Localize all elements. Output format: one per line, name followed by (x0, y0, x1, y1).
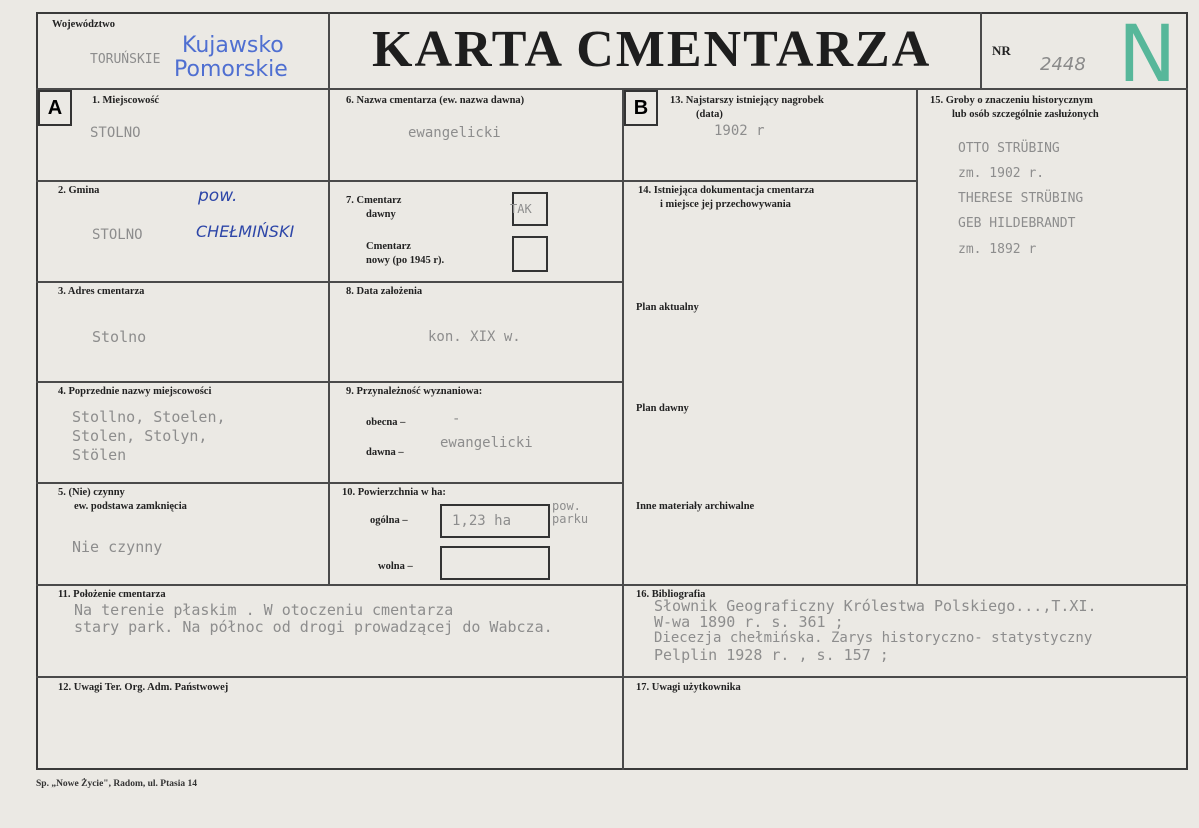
field-2-hand-line1: pow. (198, 186, 238, 206)
field-10-total-label: ogólna – (370, 515, 408, 526)
rule-v-ab (622, 88, 624, 770)
field-6-value: ewangelicki (408, 125, 501, 141)
field-9-former-value: ewangelicki (440, 435, 533, 451)
field-15-line5: zm. 1892 r (958, 242, 1037, 257)
field-5-label-line2: ew. podstawa zamknięcia (74, 501, 187, 512)
rule-v-header2 (980, 12, 982, 88)
rule-v-a-mid (328, 88, 330, 584)
field-7-label2-line1: Cmentarz (366, 241, 411, 252)
rule-v-b-mid (916, 88, 918, 584)
field-15-label-line1: 15. Groby o znaczeniu historycznym (930, 95, 1093, 106)
field-9-current-value: - (452, 411, 461, 427)
field-17-label: 17. Uwagi użytkownika (636, 682, 741, 693)
voivodeship-typed: TORUŃSKIE (90, 52, 161, 67)
rule-row1 (36, 180, 624, 182)
field-11-line2: stary park. Na północ od drogi prowadzącej do Wabcza. (74, 618, 553, 636)
rule-row2 (36, 281, 624, 283)
field-14-label-line1: 14. Istniejąca dokumentacja cmentarza (638, 185, 815, 196)
section-a-box (38, 90, 72, 126)
field-8-value: kon. XIX w. (428, 329, 521, 345)
field-5-label-line1: 5. (Nie) czynny (58, 487, 125, 498)
field-2-label: 2. Gmina (58, 185, 100, 196)
field-12-label: 12. Uwagi Ter. Org. Adm. Państwowej (58, 682, 229, 693)
rule-header (36, 88, 1188, 90)
field-15-line3: THERESE STRÜBING (958, 191, 1084, 206)
field-14-label-line2: i miejsce jej przechowywania (660, 199, 791, 210)
field-10-label: 10. Powierzchnia w ha: (342, 487, 446, 498)
field-10-total-box[interactable] (440, 504, 550, 538)
field-16-line1: Słownik Geograficzny Królestwa Polskiego...,T.XI. (654, 597, 1097, 615)
section-a-letter: A (47, 97, 63, 119)
field-4-line3: Stölen (72, 446, 127, 464)
field-2-value: STOLNO (92, 227, 143, 243)
field-7-label2-line2: nowy (po 1945 r). (366, 255, 445, 266)
card-title: KARTA CMENTARZA (372, 21, 932, 78)
field-3-label: 3. Adres cmentarza (58, 286, 145, 297)
field-7-label1-line1: 7. Cmentarz (346, 195, 402, 206)
rule-row3 (36, 381, 624, 383)
field-16-line3: Diecezja chełmińska. Zarys historyczno- statystyczny (654, 630, 1093, 646)
field-10-note-line1: pow. (552, 499, 581, 513)
field-10-free-label: wolna – (378, 561, 413, 572)
field-11-line1: Na terenie płaskim . W otoczeniu cmentarza (74, 601, 454, 619)
field-13-label-line2: (data) (696, 109, 723, 120)
corner-mark: N (1118, 10, 1177, 100)
plan-former-label: Plan dawny (636, 403, 689, 414)
section-b-box (624, 90, 658, 126)
field-2-hand-line2: CHEŁMIŃSKI (196, 222, 295, 241)
field-8-label: 8. Data założenia (346, 286, 423, 297)
field-1-label: 1. Miejscowość (92, 95, 160, 106)
printer-imprint: Sp. „Nowe Życie", Radom, ul. Ptasia 14 (36, 779, 197, 789)
field-9-former-label: dawna – (366, 447, 404, 458)
field-15-line1: OTTO STRÜBING (958, 141, 1060, 156)
field-16-label: 16. Bibliografia (636, 589, 706, 600)
field-15-line4: GEB HILDEBRANDT (958, 216, 1076, 231)
field-4-label: 4. Poprzednie nazwy miejscowości (58, 386, 212, 397)
field-9-current-label: obecna – (366, 417, 406, 428)
voivodeship-stamp-line2: Pomorskie (174, 57, 288, 82)
field-15-label-line2: lub osób szczególnie zasłużonych (952, 109, 1099, 120)
field-11-label: 11. Położenie cmentarza (58, 589, 166, 600)
field-7-old-checkbox[interactable] (512, 192, 548, 226)
section-b-letter: B (633, 97, 649, 119)
field-6-label: 6. Nazwa cmentarza (ew. nazwa dawna) (346, 95, 525, 106)
field-10-total-value: 1,23 ha (452, 513, 512, 529)
field-4-line1: Stollno, Stoelen, (72, 408, 226, 426)
nr-label: NR (992, 43, 1011, 58)
plan-current-label: Plan aktualny (636, 302, 699, 313)
field-13-label-line1: 13. Najstarszy istniejący nagrobek (670, 95, 824, 106)
voivodeship-stamp-line1: Kujawsko (182, 33, 284, 58)
voivodeship-label: Województwo (52, 19, 115, 30)
other-materials-label: Inne materiały archiwalne (636, 501, 755, 512)
field-7-new-checkbox[interactable] (512, 236, 548, 272)
field-3-value: Stolno (92, 328, 147, 346)
field-16-line4: Pelplin 1928 r. , s. 157 ; (654, 646, 889, 664)
field-10-free-box[interactable] (440, 546, 550, 580)
rule-row5 (36, 584, 1188, 586)
rule-row4 (36, 482, 624, 484)
rule-b-row1 (622, 180, 918, 182)
rule-row6 (36, 676, 1188, 678)
field-4-line2: Stolen, Stolyn, (72, 427, 208, 445)
field-16-line2: W-wa 1890 r. s. 361 ; (654, 613, 844, 631)
field-1-value: STOLNO (90, 125, 141, 141)
field-10-note-line2: parku (552, 512, 589, 526)
rule-v-header1 (328, 12, 330, 88)
field-13-value: 1902 r (714, 123, 765, 139)
field-5-value: Nie czynny (72, 538, 163, 556)
nr-value: 2448 (1040, 54, 1086, 75)
field-15-line2: zm. 1902 r. (958, 166, 1045, 181)
field-7-old-value: TAK (510, 202, 532, 216)
field-7-label1-line2: dawny (366, 209, 396, 220)
field-9-label: 9. Przynależność wyznaniowa: (346, 386, 483, 397)
